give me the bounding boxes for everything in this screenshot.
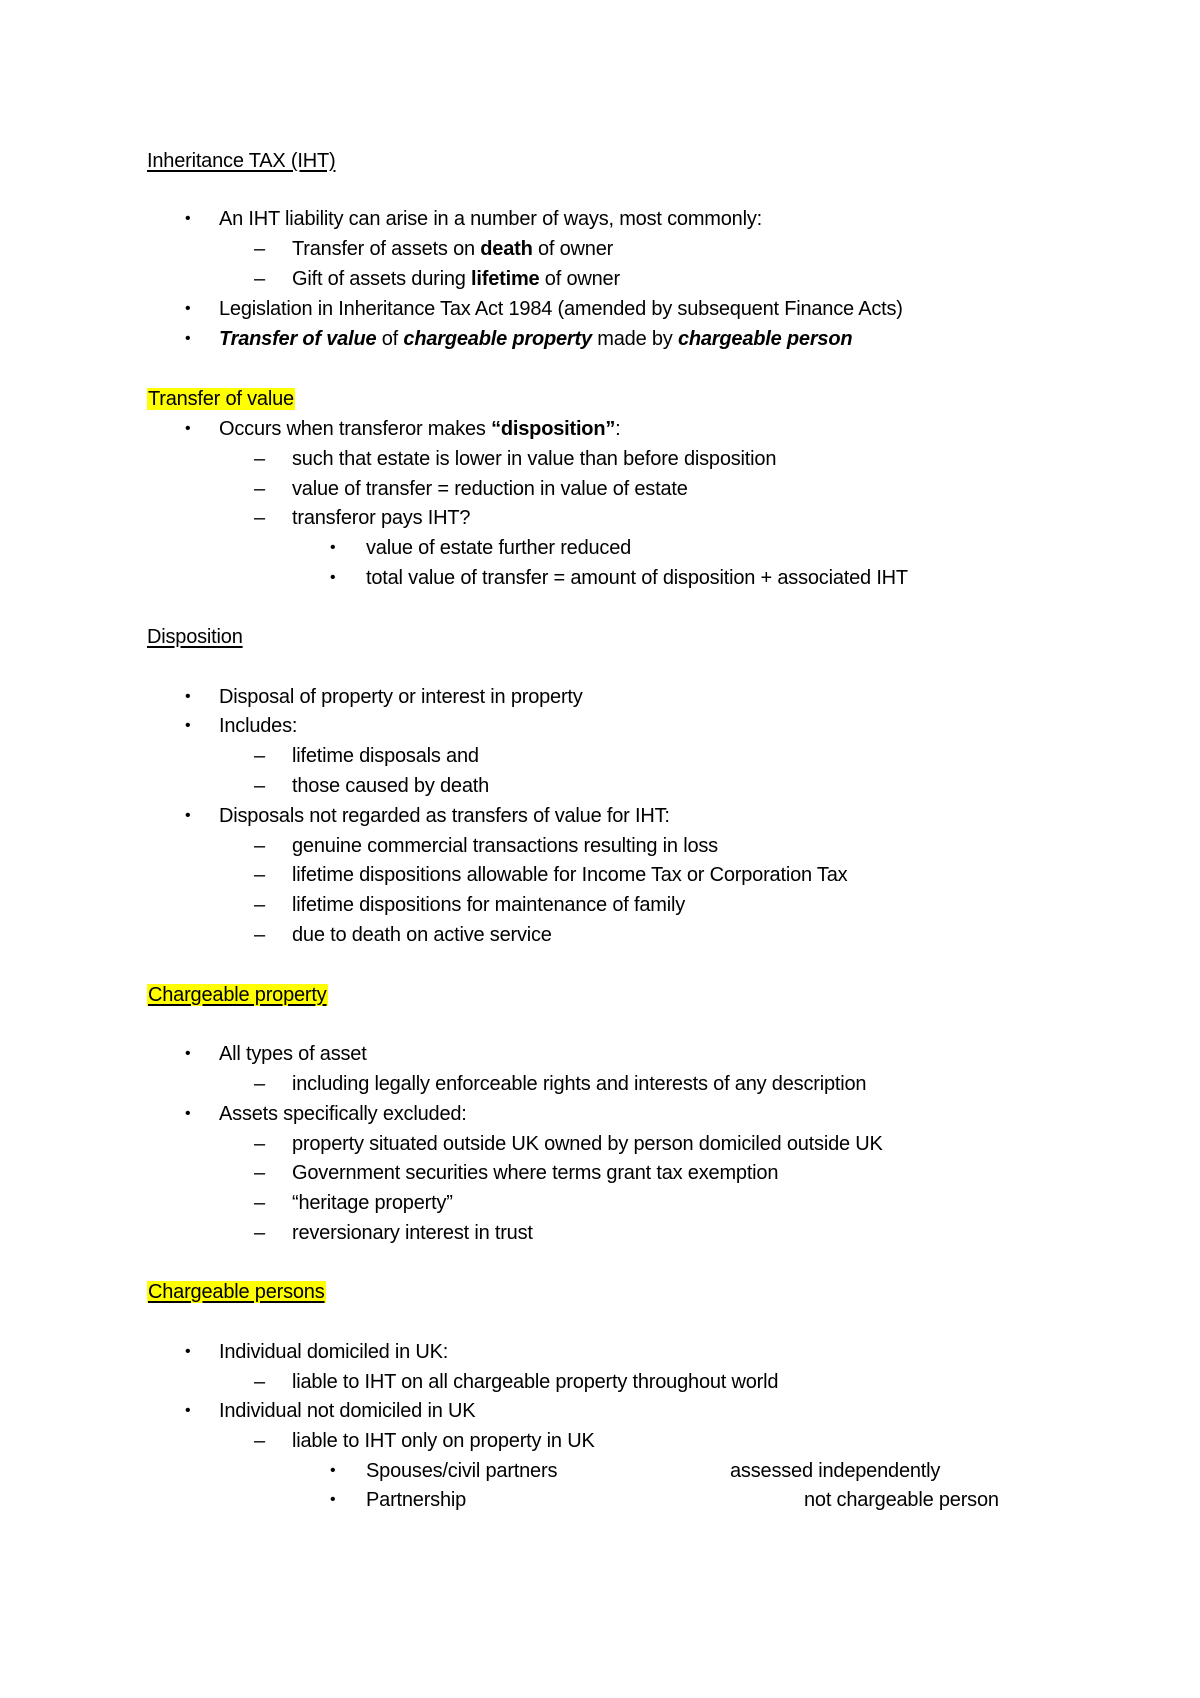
tov-sub-3: transferor pays IHT?: [292, 507, 471, 529]
dash-icon: –: [254, 1133, 266, 1155]
bullet-icon: •: [330, 1462, 336, 1479]
dash-icon: –: [254, 268, 266, 290]
intro-tov-4: made by: [591, 328, 678, 350]
bullet-icon: •: [185, 330, 191, 347]
persons-b1-1: liable to IHT on all chargeable property throughout world: [292, 1371, 779, 1393]
tov-subsub-2: total value of transfer = amount of disposition + associated IHT: [366, 567, 908, 589]
bullet-icon: •: [185, 688, 191, 705]
bullet-icon: •: [330, 569, 336, 586]
intro-tov-1: Transfer of value: [219, 328, 377, 350]
bullet-icon: •: [185, 300, 191, 317]
intro-tov-2: of: [376, 328, 404, 350]
disposition-b2-2: those caused by death: [292, 775, 490, 797]
property-b1-1: including legally enforceable rights and interests of any description: [292, 1073, 867, 1095]
dash-icon: –: [254, 1192, 266, 1214]
bullet-icon: •: [330, 539, 336, 556]
property-b2-3: “heritage property”: [292, 1192, 453, 1214]
intro-transfer-of-value-line: [219, 326, 852, 352]
property-b2-1: property situated outside UK owned by person domiciled outside UK: [292, 1133, 883, 1155]
document-title: Inheritance TAX (IHT): [147, 150, 336, 172]
section-heading-transfer-of-value: [147, 386, 295, 412]
property-b2: Assets specifically excluded:: [219, 1103, 467, 1125]
dash-icon: –: [254, 478, 266, 500]
property-b2-4: reversionary interest in trust: [292, 1222, 533, 1244]
persons-b2: Individual not domiciled in UK: [219, 1400, 476, 1422]
tov-sub-2: value of transfer = reduction in value of estate: [292, 478, 688, 500]
disposition-b2: Includes:: [219, 715, 298, 737]
disposition-b3-3: lifetime dispositions for maintenance of family: [292, 894, 686, 916]
dash-icon: –: [254, 775, 266, 797]
tov-subsub-1: value of estate further reduced: [366, 537, 632, 559]
chargeable-property-highlight: Chargeable property: [148, 984, 327, 1006]
intro-tov-5: chargeable person: [677, 328, 853, 350]
section-heading-disposition: Disposition: [147, 626, 243, 648]
dash-icon: –: [254, 238, 266, 260]
intro-death-bold: death: [480, 238, 533, 260]
bullet-icon: •: [185, 1045, 191, 1062]
dash-icon: –: [254, 1371, 266, 1393]
tov-occurs-bold: “disposition”: [491, 418, 616, 440]
tov-sub-1: such that estate is lower in value than before disposition: [292, 448, 777, 470]
property-b1: All types of asset: [219, 1043, 367, 1065]
disposition-b3-2: lifetime dispositions allowable for Income Tax or Corporation Tax: [292, 864, 848, 886]
tov-occurs-line: [219, 416, 621, 442]
intro-death-line: [292, 236, 613, 262]
intro-line-1: An IHT liability can arise in a number of ways, most commonly:: [219, 208, 762, 230]
intro-tov-3: chargeable property: [403, 328, 592, 350]
bullet-icon: •: [185, 1402, 191, 1419]
dash-icon: –: [254, 1073, 266, 1095]
section-heading-chargeable-property: [147, 982, 328, 1008]
disposition-b3-1: genuine commercial transactions resulting in loss: [292, 835, 718, 857]
persons-b2-1: liable to IHT only on property in UK: [292, 1430, 595, 1452]
bullet-icon: •: [185, 1343, 191, 1360]
dash-icon: –: [254, 894, 266, 916]
intro-life-post: of owner: [539, 268, 620, 290]
bullet-icon: •: [185, 717, 191, 734]
persons-b1: Individual domiciled in UK:: [219, 1341, 449, 1363]
tov-occurs-post: :: [615, 418, 621, 440]
chargeable-persons-highlight: Chargeable persons: [148, 1281, 325, 1303]
bullet-icon: •: [185, 420, 191, 437]
dash-icon: –: [254, 507, 266, 529]
bullet-icon: •: [185, 1105, 191, 1122]
bullet-icon: •: [185, 807, 191, 824]
intro-life-pre: Gift of assets during: [292, 268, 472, 290]
bullet-icon: •: [330, 1491, 336, 1508]
intro-death-post: of owner: [532, 238, 614, 260]
property-b2-2: Government securities where terms grant tax exemption: [292, 1162, 779, 1184]
persons-partnership-note: not chargeable person: [804, 1489, 999, 1511]
intro-legislation: Legislation in Inheritance Tax Act 1984 (amended by subsequent Finance Acts): [219, 298, 903, 320]
disposition-b3: Disposals not regarded as transfers of value for IHT:: [219, 805, 670, 827]
disposition-b1: Disposal of property or interest in property: [219, 686, 583, 708]
disposition-b2-1: lifetime disposals and: [292, 745, 479, 767]
intro-lifetime-line: [292, 266, 620, 292]
intro-death-pre: Transfer of assets on: [292, 238, 481, 260]
dash-icon: –: [254, 924, 266, 946]
dash-icon: –: [254, 1162, 266, 1184]
bullet-icon: •: [185, 210, 191, 227]
persons-partnership: Partnership: [366, 1489, 467, 1511]
dash-icon: –: [254, 448, 266, 470]
section-heading-chargeable-persons: [147, 1279, 326, 1305]
dash-icon: –: [254, 835, 266, 857]
intro-life-bold: lifetime: [471, 268, 540, 290]
tov-occurs-pre: Occurs when transferor makes: [219, 418, 492, 440]
transfer-of-value-highlight: Transfer of value: [148, 388, 294, 410]
persons-spouses-note: assessed independently: [730, 1460, 941, 1482]
dash-icon: –: [254, 1430, 266, 1452]
dash-icon: –: [254, 745, 266, 767]
persons-spouses: Spouses/civil partners: [366, 1460, 558, 1482]
dash-icon: –: [254, 864, 266, 886]
disposition-b3-4: due to death on active service: [292, 924, 552, 946]
dash-icon: –: [254, 1222, 266, 1244]
